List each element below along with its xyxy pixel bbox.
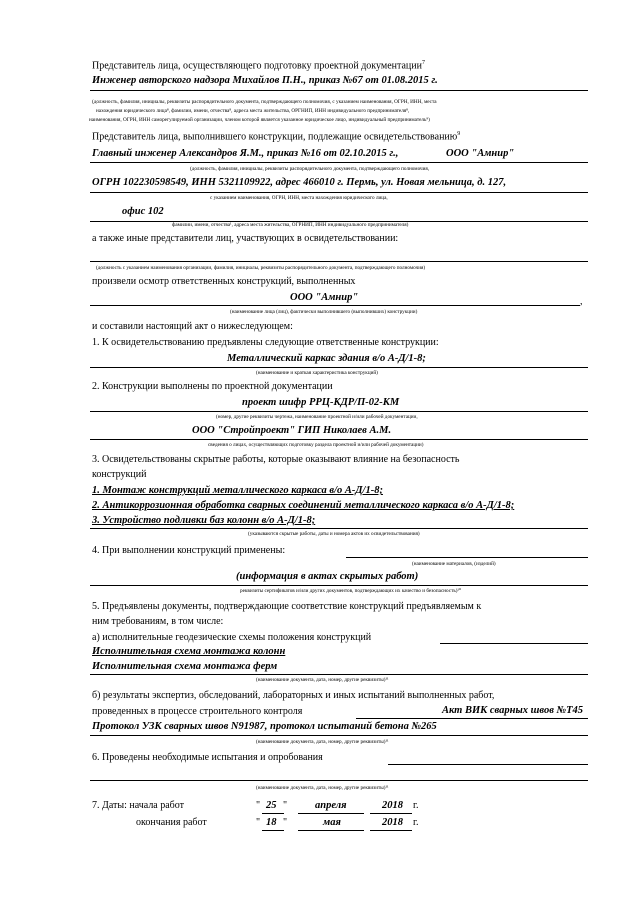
item5-b-label-1: б) результаты экспертиз, обследований, лабораторных и иных испытаний выполненных работ,: [92, 690, 495, 701]
underline: [370, 813, 412, 814]
item6-hint: (наименование документа, дата, номер, другие реквизиты)¹¹: [256, 785, 389, 791]
inspection-comma: ,: [580, 296, 583, 307]
item1-value: Металлический каркас здания в/о А-Д/1-8;: [227, 353, 426, 364]
item3-hint: (указываются скрытые работы, даты и номера актов их освидетельствования): [248, 531, 420, 537]
rep-contractor-hint-1: (должность, фамилия, инициалы, реквизиты распорядительного документа, подтверждающего полномочия,: [190, 166, 430, 172]
item5-a-value: Исполнительная схема монтажа ферм: [92, 661, 278, 672]
underline: [298, 813, 364, 814]
item5-b-hint: (наименование документа, дата, номер, другие реквизиты)¹¹: [256, 739, 389, 745]
start-day: 25: [266, 800, 277, 811]
item7-label: 7. Даты: начала работ: [92, 800, 185, 811]
act-intro: и составили настоящий акт о нижеследующем:: [92, 321, 293, 332]
rep-design-hint-3: наименования, ОГРН, ИНН саморегулируемой организации, членом которой является указанное юридическое лицо, индивидуальный предприниматель⁹): [89, 117, 430, 123]
underline: [440, 643, 588, 644]
item5-label-1: 5. Предъявлены документы, подтверждающие соответствие конструкций предъявляемым к: [92, 601, 482, 612]
item2-value-2: ООО "Стройпроект" ГИП Николаев А.М.: [192, 425, 392, 436]
underline: [90, 780, 588, 781]
inspection-label: произвели осмотр ответственных конструкций, выполненных: [92, 276, 356, 287]
rep-contractor-hint-3: фамилии, имени, отчества¹, адреса места жительства, ОГРНИП, ИНН индивидуального предпринимателя): [172, 222, 409, 228]
item3-work: 2. Антикоррозионная обработка сварных соединений металлического каркаса в/о А-Д/1-8;: [92, 500, 515, 511]
start-year-suffix: г.: [413, 800, 419, 811]
inspection-value: ООО "Амнир": [290, 292, 359, 303]
item3-work: 3. Устройство подливки баз колонн в/о А-Д/1-8;: [92, 515, 316, 526]
item1-label: 1. К освидетельствованию предъявлены следующие ответственные конструкции:: [92, 337, 439, 348]
underline: [90, 735, 588, 736]
end-month: мая: [323, 817, 341, 828]
underline: [298, 830, 364, 831]
underline: [90, 674, 588, 675]
item1-hint: (наименование и краткая характеристика конструкций): [256, 370, 378, 376]
item2-hint-1: (номер, другие реквизиты чертежа, наименование проектной и/или рабочей документации,: [216, 414, 418, 420]
item6-label: 6. Проведены необходимые испытания и опробования: [92, 752, 323, 763]
underline: [356, 718, 588, 719]
item3-work: 1. Монтаж конструкций металлического каркаса в/о А-Д/1-8;: [92, 485, 383, 496]
other-reps-hint: (должность с указанием наименования организации, фамилия, инициалы, реквизиты распорядительного документа, подтверждающего полномочия): [96, 265, 426, 271]
underline: [262, 813, 284, 814]
underline: [90, 305, 580, 306]
item5-b-label-2: проведенных в процессе строительного контроля: [92, 706, 303, 717]
item5-b-value-2: Протокол УЗК сварных швов N91987, протокол испытаний бетона №265: [92, 721, 437, 732]
rep-contractor-value-1: Главный инженер Александров Я.М., приказ №16 от 02.10.2015 г.,: [92, 148, 399, 159]
rep-contractor-value-2: ОГРН 102230598549, ИНН 5321109922, адрес 466010 г. Пермь, ул. Новая мельница, д. 127,: [92, 177, 507, 188]
item3-label-1: 3. Освидетельствованы скрытые работы, которые оказывают влияние на безопасность: [92, 454, 460, 465]
item4-value: (информация в актах скрытых работ): [236, 571, 419, 582]
item5-a-label: а) исполнительные геодезические схемы положения конструкций: [92, 632, 372, 643]
underline: [346, 557, 588, 558]
rep-design-hint-1: (должность, фамилия, инициалы, реквизиты распорядительного документа, подтверждающего полномочия, с указанием наименования, ОГРН, ИНН, места: [92, 99, 437, 105]
inspection-hint: (наименование лица (лиц), фактически выполнившего (выполнивших) конструкции): [230, 309, 418, 315]
item4-hint-2: реквизиты сертификатов и/или других документов, подтверждающих их качество и безопасность)¹⁰: [240, 588, 462, 594]
item2-label: 2. Конструкции выполнены по проектной документации: [92, 381, 333, 392]
underline: [388, 764, 588, 765]
item5-b-value-1: Акт ВИК сварных швов №Т45: [442, 705, 584, 716]
item2-value-1: проект шифр РРЦ-КДР/П-02-КМ: [242, 397, 400, 408]
underline: [90, 367, 588, 368]
end-quote-open: ": [256, 817, 261, 828]
end-year: 2018: [382, 817, 403, 828]
rep-contractor-value-3: офис 102: [122, 206, 164, 217]
underline: [90, 439, 588, 440]
item2-hint-2: сведения о лицах, осуществляющих подготовку раздела проектной и/или рабочей документации): [208, 442, 424, 448]
item5-label-2: ним требованиям, в том числе:: [92, 616, 224, 627]
underline: [90, 261, 588, 262]
rep-design-value: Инженер авторского надзора Михайлов П.Н., приказ №67 от 01.08.2015 г.: [92, 75, 438, 86]
end-year-suffix: г.: [413, 817, 419, 828]
item4-label: 4. При выполнении конструкций применены:: [92, 545, 286, 556]
rep-contractor-org: ООО "Амнир": [446, 148, 515, 159]
rep-design-hint-2: нахождения юридического лица⁸, фамилии, имени, отчества⁸, адреса места жительства, ОРГНИП, ИНН индивидуального предпринимателя⁸,: [96, 108, 410, 114]
underline: [90, 528, 588, 529]
rep-contractor-hint-2: с указанием наименования, ОГРН, ИНН, места нахождения юридического лица,: [210, 195, 388, 201]
end-label: окончания работ: [136, 817, 207, 828]
item5-a-value: Исполнительная схема монтажа колонн: [92, 646, 286, 657]
underline: [90, 162, 588, 163]
other-reps-label: а также иные представители лиц, участвующих в освидетельствовании:: [92, 233, 399, 244]
underline: [90, 411, 588, 412]
rep-design-label: Представитель лица, осуществляющего подготовку проектной документации$^7$: [92, 60, 425, 72]
underline: [90, 90, 588, 91]
underline: [90, 192, 588, 193]
item5-a-hint: (наименование документа, дата, номер, другие реквизиты)¹¹: [256, 677, 389, 683]
start-year: 2018: [382, 800, 403, 811]
start-quote-close: ": [283, 800, 288, 811]
underline: [370, 830, 412, 831]
underline: [262, 830, 284, 831]
start-month: апреля: [315, 800, 347, 811]
item3-label-2: конструкций: [92, 469, 147, 480]
end-day: 18: [266, 817, 277, 828]
item4-hint-1: (наименование материалов, (изделий): [412, 561, 496, 567]
underline: [90, 585, 588, 586]
rep-contractor-label: Представитель лица, выполнившего конструкции, подлежащие освидетельствованию$^9$: [92, 131, 461, 143]
start-quote-open: ": [256, 800, 261, 811]
end-quote-close: ": [283, 817, 288, 828]
